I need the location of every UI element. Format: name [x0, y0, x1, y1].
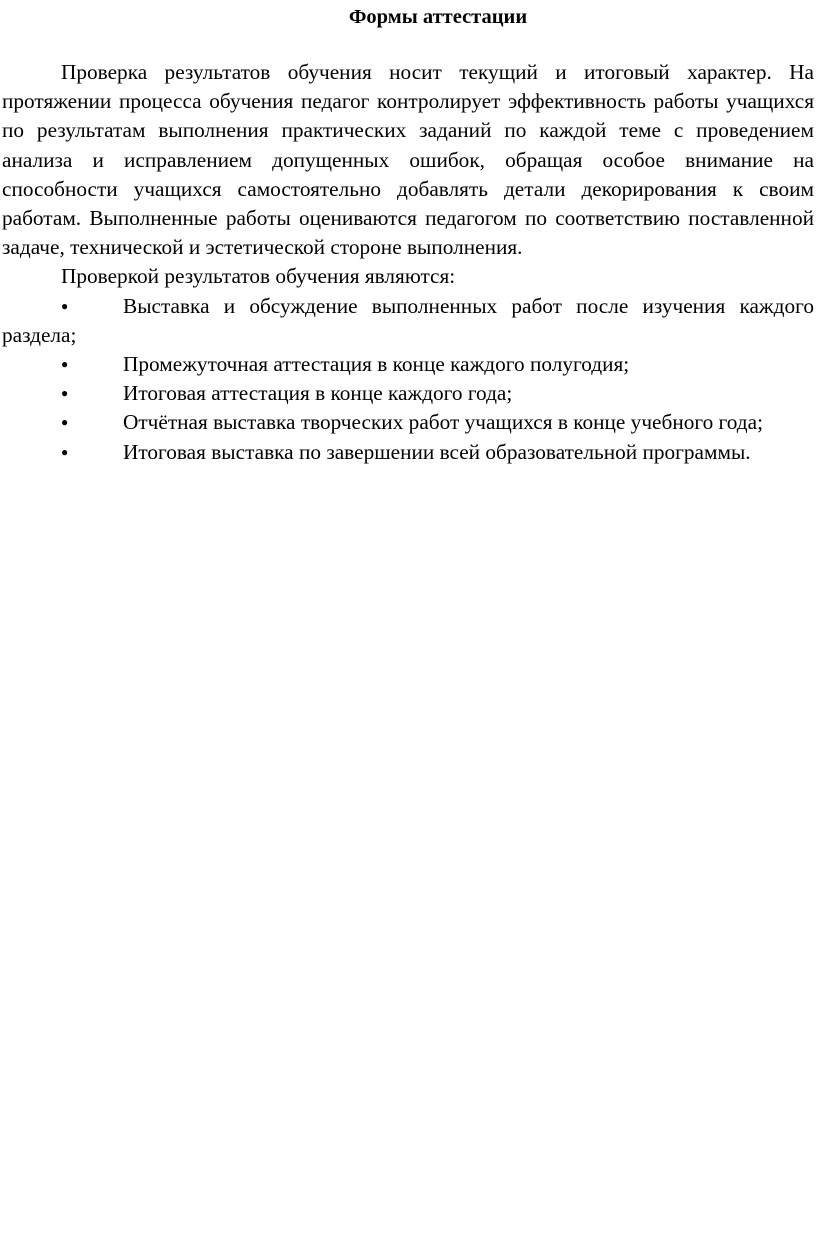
bullet-icon: ● — [61, 357, 69, 372]
list-item — [2, 350, 814, 379]
list-item-text: Отчётная выставка творческих работ учащихся в конце учебного года; — [123, 410, 763, 435]
list-item-text: Промежуточная аттестация в конце каждого полугодия; — [123, 352, 630, 377]
bullet-icon: ● — [61, 386, 69, 401]
list-item — [2, 438, 814, 467]
list-item-text: Итоговая аттестация в конце каждого года; — [123, 381, 513, 406]
list-item-text: Итоговая выставка по завершении всей образовательной программы. — [123, 439, 751, 464]
bullet-icon: ● — [61, 415, 69, 430]
attestation-list — [2, 292, 814, 467]
document-title: Формы аттестации — [348, 6, 528, 28]
list-item — [2, 408, 814, 437]
title-spacer — [2, 30, 814, 58]
paragraph-list-lead: Проверкой результатов обучения являются: — [61, 264, 456, 289]
bullet-icon: ● — [61, 444, 69, 459]
bullet-icon: ● — [61, 298, 69, 313]
list-item — [2, 292, 814, 350]
list-item-text: Выставка и обсуждение выполненных работ после изучения каждого раздела; — [2, 293, 814, 347]
list-item — [2, 379, 814, 408]
paragraph-intro: Проверка результатов обучения носит текущий и итоговый характер. На протяжении процесса обучения педагог контролирует эффективность работы учащихся по результатам выполнения практических заданий по каждой теме с проведением анализа и исправлением допущенных ошибок, обращая особое внимание на способности учащихся самостоятельно добавлять детали декорирования к своим работам. Выполненные работы оцениваются педагогом по соответствию поставленной задаче, технической и эстетической стороне выполнения. — [2, 60, 814, 260]
